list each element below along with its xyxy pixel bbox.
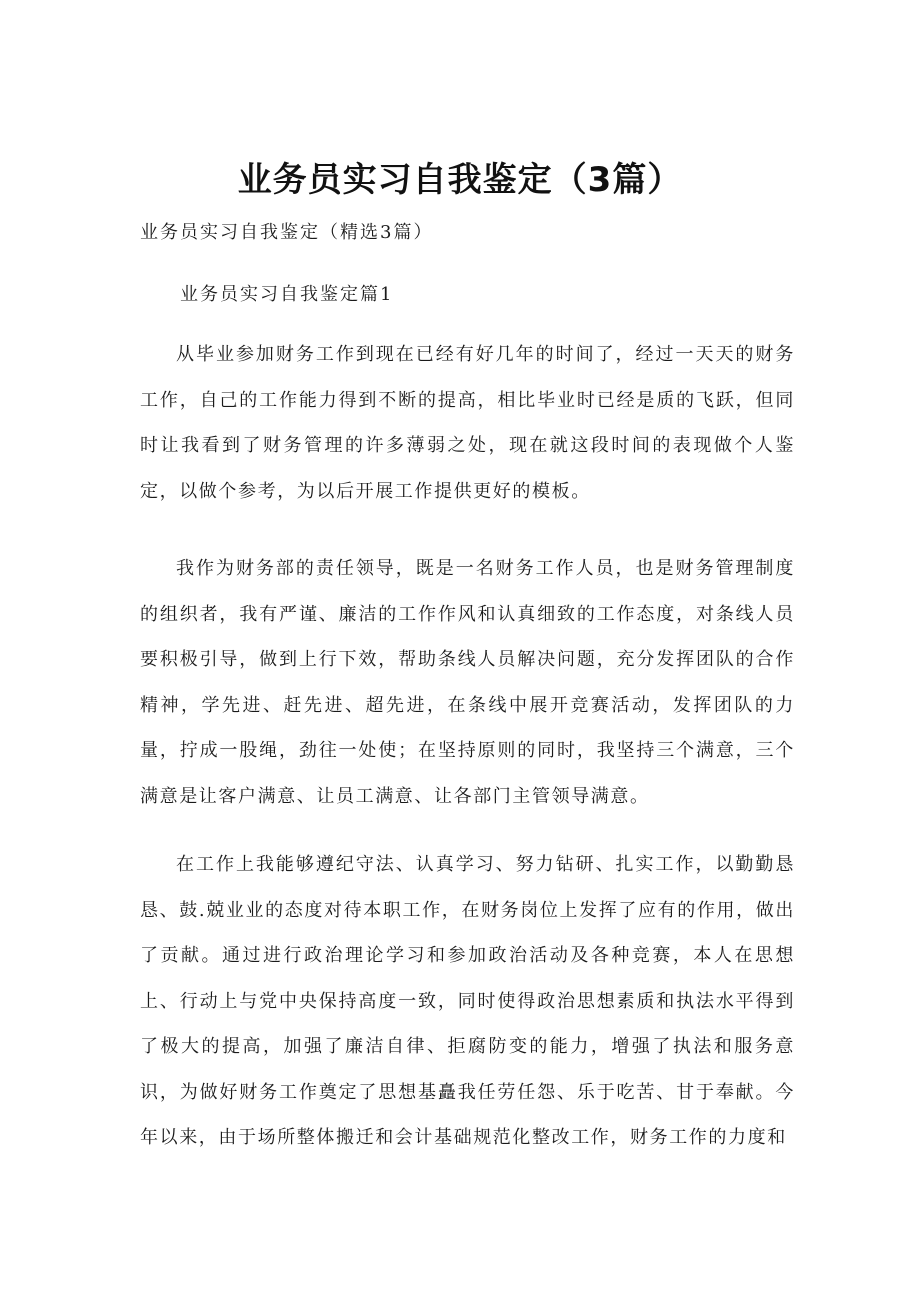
section-heading: 业务员实习自我鉴定篇1 — [180, 284, 394, 305]
document-subtitle: 业务员实习自我鉴定（精选3篇） — [140, 222, 434, 243]
document-title: 业务员实习自我鉴定（3篇） — [237, 160, 683, 200]
paragraph: 从毕业参加财务工作到现在已经有好几年的时间了，经过一天天的财务工作，自己的工作能力得到不断的提高，相比毕业时已经是质的飞跃，但同时让我看到了财务管理的许多薄弱之处，现在就这段时间的表现做个人鉴定，以做个参考，为以后开展工作提供更好的模板。 — [140, 344, 795, 502]
paragraph: 我作为财务部的责任领导，既是一名财务工作人员，也是财务管理制度的组织者，我有严谨、廉洁的工作作风和认真细致的工作态度，对条线人员要积极引导，做到上行下效，帮助条线人员解决问题，充分发挥团队的合作精神，学先进、赶先进、超先进，在条线中展开竞赛活动，发挥团队的力量，拧成一股绳，劲往一处使；在坚持原则的同时，我坚持三个满意，三个满意是让客户满意、让员工满意、让各部门主管领导满意。 — [140, 558, 795, 807]
paragraph: 在工作上我能够遵纪守法、认真学习、努力钻研、扎实工作，以勤勤恳恳、鼓.兢业业的态度对待本职工作，在财务岗位上发挥了应有的作用，做出了贡献。通过进行政治理论学习和参加政治活动及各种竞赛，本人在思想上、行动上与党中央保持高度一致，同时使得政治思想素质和执法水平得到了极大的提高，加强了廉洁自律、拒腐防变的能力，增强了执法和服务意识，为做好财务工作奠定了思想基矗我任劳任怨、乐于吃苦、甘于奉献。今年以来，由于场所整体搬迁和会计基础规范化整改工作，财务工作的力度和 — [140, 854, 795, 1148]
